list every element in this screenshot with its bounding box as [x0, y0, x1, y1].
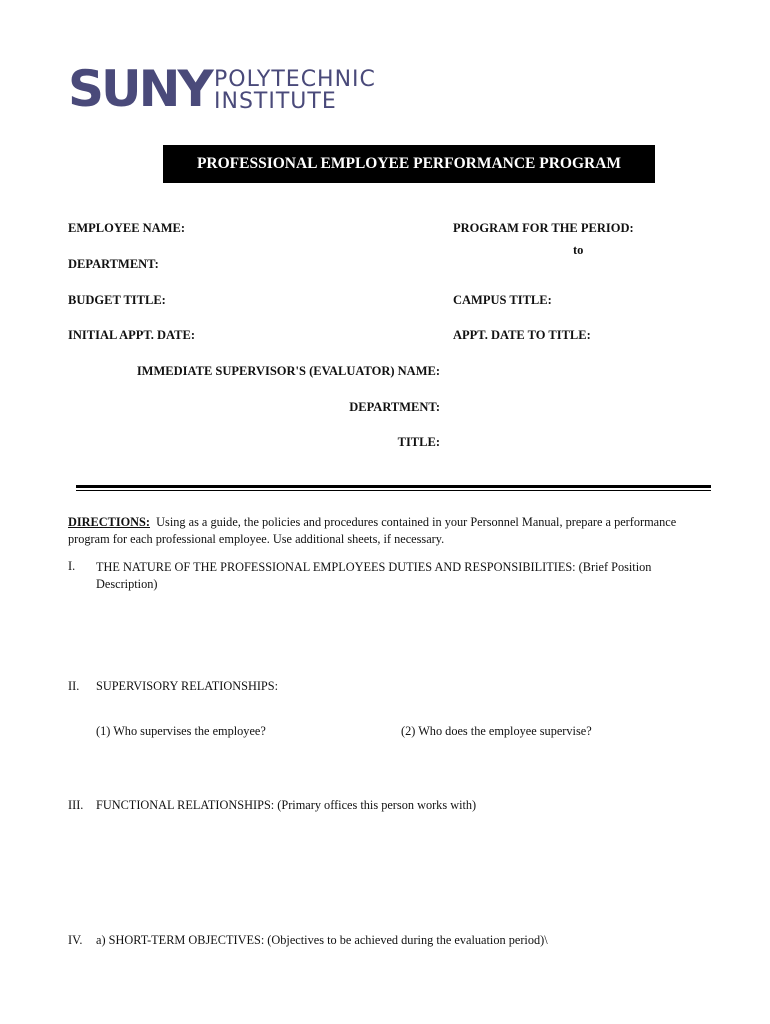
- logo-line2: INSTITUTE: [214, 89, 337, 114]
- department-label: DEPARTMENT:: [68, 257, 159, 271]
- budget-title-label: BUDGET TITLE:: [68, 293, 166, 307]
- supervisor-title-label: TITLE:: [397, 435, 440, 449]
- section-3-number: III.: [68, 798, 84, 812]
- directions-label: DIRECTIONS:: [68, 515, 150, 529]
- section-4-text: a) SHORT-TERM OBJECTIVES: (Objectives to be achieved during the evaluation period)\: [96, 933, 548, 947]
- directions-block: [68, 514, 708, 548]
- program-period-label: PROGRAM FOR THE PERIOD:: [453, 221, 634, 235]
- section-2-question-2: (2) Who does the employee supervise?: [401, 724, 592, 738]
- section-4-number: IV.: [68, 933, 83, 947]
- logo-brand: SUNY: [68, 60, 211, 118]
- section-2-text: SUPERVISORY RELATIONSHIPS:: [96, 679, 279, 693]
- period-to-label: to: [573, 243, 584, 257]
- section-1-text: THE NATURE OF THE PROFESSIONAL EMPLOYEES DUTIES AND RESPONSIBILITIES: (Brief Position: [96, 560, 652, 574]
- employee-name-label: EMPLOYEE NAME:: [68, 221, 186, 235]
- initial-appt-date-label: INITIAL APPT. DATE:: [68, 328, 195, 342]
- campus-title-label: CAMPUS TITLE:: [453, 293, 552, 307]
- supervisor-department-label: DEPARTMENT:: [349, 400, 440, 414]
- logo-line1: POLYTECHNIC: [214, 67, 376, 92]
- section-1-block: [96, 559, 706, 593]
- divider-thick: [76, 485, 711, 488]
- section-3-text: FUNCTIONAL RELATIONSHIPS: (Primary offices this person works with): [96, 798, 477, 812]
- appt-date-to-title-label: APPT. DATE TO TITLE:: [453, 328, 591, 342]
- divider-thin: [76, 490, 711, 491]
- directions-text: Using as a guide, the policies and procedures contained in your Personnel Manual, prepare a performance: [156, 515, 677, 529]
- document-title: PROFESSIONAL EMPLOYEE PERFORMANCE PROGRAM: [163, 145, 655, 183]
- section-2-question-1: (1) Who supervises the employee?: [96, 724, 266, 738]
- supervisor-name-label: IMMEDIATE SUPERVISOR'S (EVALUATOR) NAME:: [136, 364, 440, 378]
- section-2-number: II.: [68, 679, 80, 693]
- section-1-text-2: Description): [96, 577, 158, 591]
- directions-text-2: program for each professional employee. Use additional sheets, if necessary.: [68, 532, 445, 546]
- section-1-number: I.: [68, 559, 76, 573]
